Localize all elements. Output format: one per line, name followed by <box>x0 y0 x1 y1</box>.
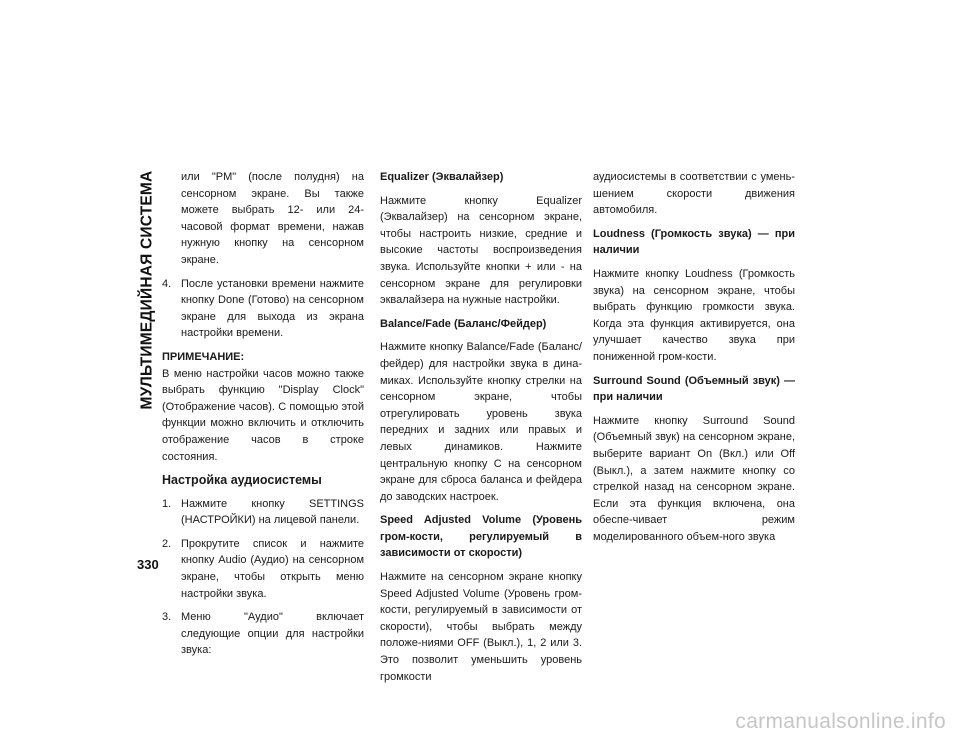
column-left <box>162 169 364 666</box>
note-paragraph: В меню настройки часов можно также выбрать функцию "Display Clock" (Отображение часов). С помощью этой функции можно включить и отключить отображение часов в строке состояния. <box>162 367 364 463</box>
speed-adjusted-volume-paragraph: Нажмите на сенсорном экране кнопку Speed Adjusted Volume (Уровень гром-кости, регулируемый в зависимости от скорости), чтобы выбрать между положе-ниями OFF (Выкл.), 1, 2 или 3. Это позволит уменьшить уровень громкости <box>380 571 582 683</box>
page-number: 330 <box>137 557 159 572</box>
step-number: 2. <box>162 537 172 550</box>
step-text: После установки времени нажмите кнопку Done (Готово) на сенсорном экране для выхода из экрана настройки времени. <box>181 277 364 340</box>
step-text: Меню "Аудио" включает следующие опции для настройки звука: <box>181 611 364 657</box>
clock-format-paragraph: или "PM" (после полудня) на сенсорном экране. Вы также можете выбрать 12- или 24-часовой формат времени, нажав нужную кнопку на сенсорном экране. <box>181 171 364 266</box>
list-item-step-3 <box>162 609 364 659</box>
equalizer-paragraph: Нажмите кнопку Equalizer (Эквалайзер) на сенсорном экране, чтобы настроить низкие, средние и высокие частоты воспроизведения звука. Используйте кнопки + или - на сенсорном экране для регулировки эквалайзера на нужные настройки. <box>380 194 582 307</box>
list-item-step-2 <box>162 536 364 602</box>
note-heading: ПРИМЕЧАНИЕ: <box>162 350 245 363</box>
step-number: 3. <box>162 611 172 624</box>
section-side-title-text: МУЛЬТИМЕДИЙНАЯ СИСТЕМА <box>138 170 156 410</box>
column-right <box>593 169 795 552</box>
speed-adjusted-volume-continuation: аудиосистемы в соответствии с умень-шением скорости движения автомобиля. <box>593 171 795 217</box>
section-side-title <box>136 172 158 408</box>
balance-fade-paragraph: Нажмите кнопку Balance/Fade (Баланс/фейдер) для настройки звука в дина-миках. Используйте кнопку стрелки на сенсорном экране, чтобы отрегулировать уровень звука передних и задних или правых и левых динамиков. Нажмите центральную кнопку C на сенсорном экране для сброса баланса и фейдера до заводских настроек. <box>380 341 582 503</box>
balance-fade-heading: Balance/Fade (Баланс/Фейдер) <box>380 317 547 330</box>
step-text: Нажмите кнопку SETTINGS (НАСТРОЙКИ) на лицевой панели. <box>181 497 364 527</box>
list-item-step-1 <box>162 496 364 529</box>
equalizer-heading: Equalizer (Эквалайзер) <box>380 171 504 183</box>
speed-adjusted-volume-heading: Speed Adjusted Volume (Уровень гром-кости, регулируемый в зависимости от скорости) <box>380 514 582 560</box>
loudness-paragraph: Нажмите кнопку Loudness (Громкость звука) на сенсорном экране, чтобы выбрать функцию громкости звука. Когда эта функция активируется, она улучшает качество звука при пониженной гром-кости. <box>593 267 795 363</box>
step-number: 1. <box>162 497 172 510</box>
column-middle <box>380 169 582 692</box>
list-item-step-4 <box>162 276 364 342</box>
step-number: 4. <box>162 277 172 290</box>
watermark: carmanualsonline.info <box>735 710 946 733</box>
surround-sound-heading: Surround Sound (Объемный звук) — при наличии <box>593 374 795 404</box>
section-heading-audio-settings: Настройка аудиосистемы <box>162 473 322 488</box>
surround-sound-paragraph: Нажмите кнопку Surround Sound (Объемный звук) на сенсорном экране, выберите вариант On (Вкл.) или Off (Выкл.), а затем нажмите кнопку со стрелкой назад на сенсорном экране. Если эта функция включена, она обеспе-чивает режим моделированного объем-ного звука <box>593 414 795 543</box>
step-text: Прокрутите список и нажмите кнопку Audio (Аудио) на сенсорном экране, чтобы открыть меню настройки звука. <box>181 537 364 600</box>
loudness-heading: Loudness (Громкость звука) — при наличии <box>593 227 795 257</box>
